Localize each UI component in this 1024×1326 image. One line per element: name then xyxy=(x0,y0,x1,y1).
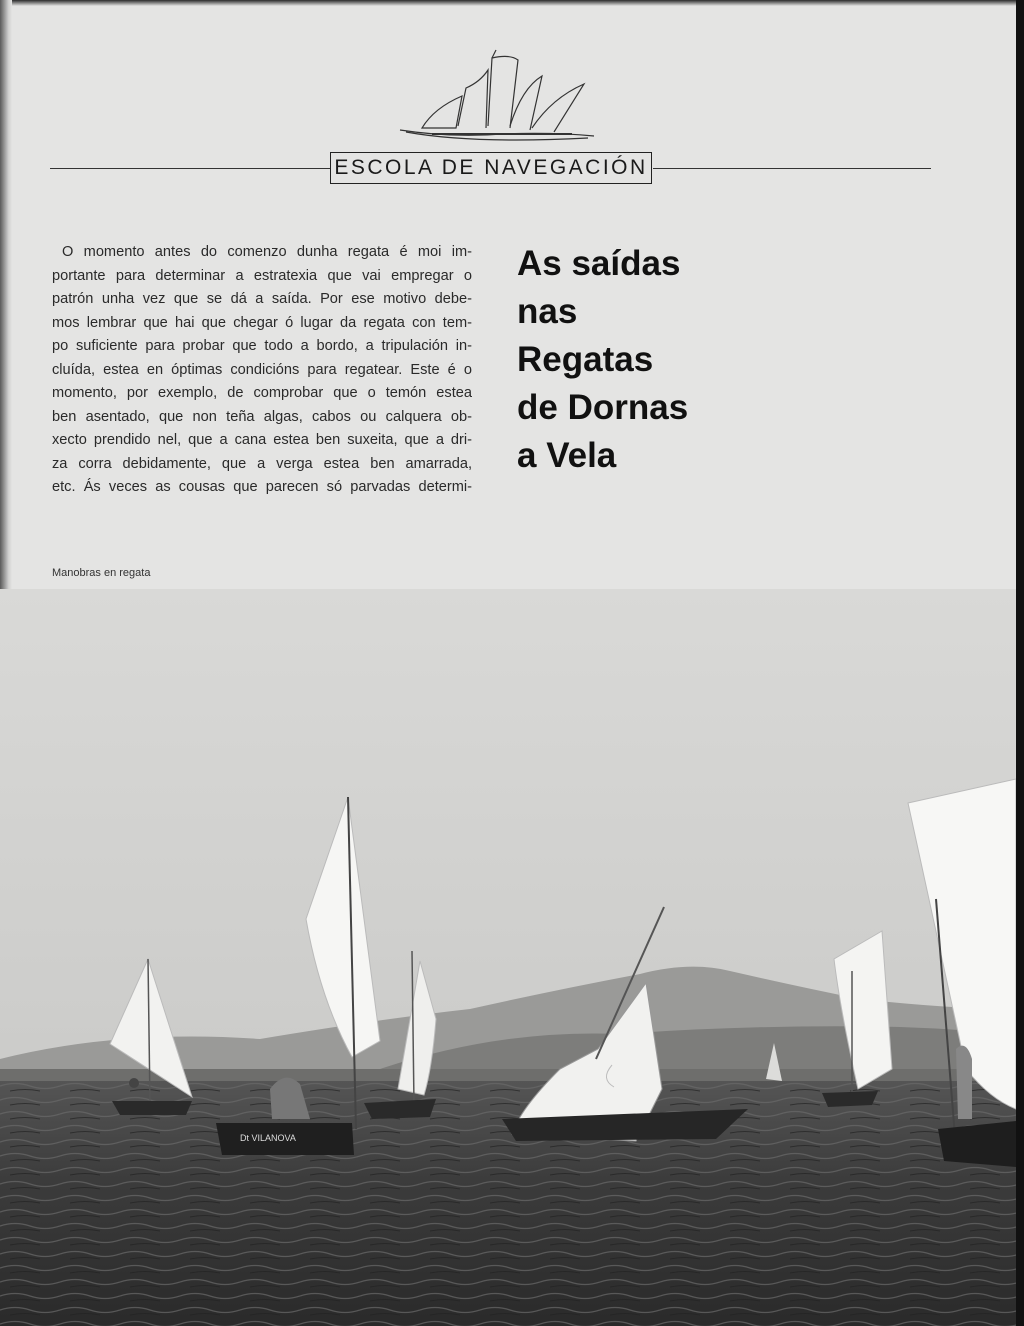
body-line: xecto prendido nel, que a cana estea ben suxeita, que a dri- xyxy=(52,432,472,448)
header-rule-left xyxy=(50,168,330,169)
body-line: etc. Ás veces as cousas que parecen só parvadas determi- xyxy=(52,479,472,495)
body-line: patrón unha vez que se dá a saída. Por ese motivo debe- xyxy=(52,291,472,307)
body-line: po suficiente para probar que todo a bordo, a tripulación in- xyxy=(52,338,472,354)
sailing-ship-icon xyxy=(392,48,602,144)
section-title: ESCOLA DE NAVEGACIÓN xyxy=(330,152,652,184)
header-rule-right xyxy=(653,168,931,169)
headline-line: nas xyxy=(517,292,578,331)
body-line: cluída, estea en óptimas condicións para regatear. Este é o xyxy=(52,361,472,378)
body-line: mos lembrar que hai que chegar ó lugar da regata con tem- xyxy=(52,314,472,331)
headline-line: Regatas xyxy=(517,340,654,379)
headline-line: As saídas xyxy=(517,244,681,283)
article-body xyxy=(52,241,472,500)
page-right-edge xyxy=(1016,0,1024,1326)
sea xyxy=(0,1081,1016,1326)
body-line: momento, por exemplo, de comprobar que o temón estea xyxy=(52,385,472,401)
headline-line: a Vela xyxy=(517,436,617,475)
headline-line: de Dornas xyxy=(517,388,689,427)
photo-caption: Manobras en regata xyxy=(52,567,151,579)
body-line: za corra debidamente, que a verga estea ben amarrada, xyxy=(52,455,472,472)
body-line: ben asentado, que non teña algas, cabos ou calquera ob- xyxy=(52,408,472,425)
boat-name: Dt VILANOVA xyxy=(240,1133,296,1143)
regatta-photo xyxy=(0,589,1016,1326)
article-headline xyxy=(517,240,817,480)
page-top-edge xyxy=(0,0,1016,6)
body-line: O momento antes do comenzo dunha regata é moi im- xyxy=(62,244,472,260)
body-line: portante para determinar a estratexia que vai empregar o xyxy=(52,267,472,284)
